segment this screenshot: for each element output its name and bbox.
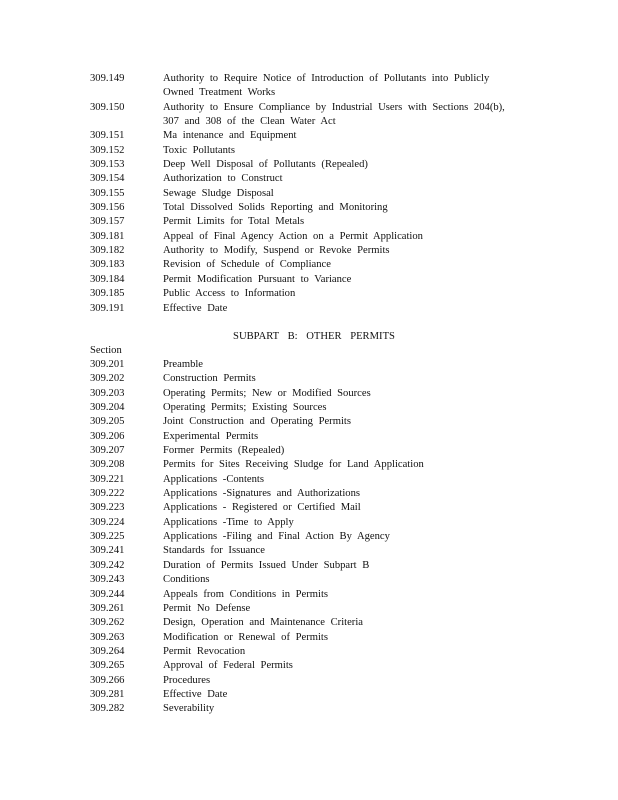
section-row bbox=[90, 516, 560, 530]
section-number: 309.149 bbox=[90, 73, 125, 84]
section-title: Applications -Filing and Final Action By Agency bbox=[163, 531, 390, 543]
section-number: 309.262 bbox=[90, 617, 125, 629]
section-title: Design, Operation and Maintenance Criteria bbox=[163, 617, 363, 629]
section-title: Permit Limits for Total Metals bbox=[163, 216, 305, 228]
section-number: 309.244 bbox=[90, 588, 125, 600]
section-title: Permit No Defense bbox=[163, 602, 251, 614]
section-row bbox=[90, 588, 560, 602]
section-number: 309.184 bbox=[90, 273, 125, 285]
section-number: 309.154 bbox=[90, 173, 125, 185]
section-number: 309.203 bbox=[90, 387, 125, 399]
section-title: Revision of Schedule of Compliance bbox=[163, 259, 331, 271]
section-row bbox=[90, 415, 560, 429]
section-number: 309.241 bbox=[90, 545, 125, 557]
section-title: Authority to Ensure Compliance by Industrial Users with Sections 204(b), 307 and 308 of the Clean Water Act bbox=[163, 101, 505, 128]
section-row bbox=[90, 458, 560, 472]
section-title: Procedures bbox=[163, 674, 211, 686]
section-title: Joint Construction and Operating Permits bbox=[163, 416, 351, 428]
section-title: Standards for Issuance bbox=[163, 545, 265, 557]
section-title: Appeal of Final Agency Action on a Permit Application bbox=[163, 230, 423, 242]
section-row bbox=[90, 616, 560, 630]
section-row bbox=[90, 144, 560, 158]
section-number: 309.224 bbox=[90, 516, 125, 528]
section-title: Effective Date bbox=[163, 688, 228, 700]
section-number: 309.156 bbox=[90, 202, 125, 214]
section-title: Authorization to Construct bbox=[163, 173, 283, 185]
section-row bbox=[90, 645, 560, 659]
section-number: 309.263 bbox=[90, 631, 125, 643]
section-title: Total Dissolved Solids Reporting and Monitoring bbox=[163, 202, 388, 214]
section-row bbox=[90, 372, 560, 386]
section-row bbox=[90, 302, 560, 316]
section-title: Applications -Contents bbox=[163, 473, 264, 485]
section-row bbox=[90, 559, 560, 573]
section-row bbox=[90, 201, 560, 215]
section-title: Construction Permits bbox=[163, 373, 256, 385]
section-number: 309.243 bbox=[90, 574, 125, 586]
section-number: 309.222 bbox=[90, 488, 125, 500]
section-title: Conditions bbox=[163, 574, 210, 586]
section-title: Permits for Sites Receiving Sludge for Land Application bbox=[163, 459, 424, 471]
section-row bbox=[90, 430, 560, 444]
section-row bbox=[90, 688, 560, 702]
section-number: 309.261 bbox=[90, 602, 125, 614]
subpart-a-section-list bbox=[90, 72, 560, 316]
section-number: 309.182 bbox=[90, 245, 125, 257]
section-row bbox=[90, 129, 560, 143]
section-title: Sewage Sludge Disposal bbox=[163, 187, 274, 199]
section-number: 309.202 bbox=[90, 373, 125, 385]
section-title: Toxic Pollutants bbox=[163, 144, 235, 156]
section-number: 309.282 bbox=[90, 703, 125, 715]
section-row bbox=[90, 72, 560, 101]
section-row bbox=[90, 702, 560, 716]
section-number: 309.265 bbox=[90, 660, 125, 672]
section-number: 309.281 bbox=[90, 688, 125, 700]
section-title: Permit Revocation bbox=[163, 645, 246, 657]
section-row bbox=[90, 287, 560, 301]
section-row bbox=[90, 358, 560, 372]
section-row bbox=[90, 487, 560, 501]
section-title: Ma intenance and Equipment bbox=[163, 130, 297, 142]
section-title: Severability bbox=[163, 703, 215, 715]
section-number: 309.223 bbox=[90, 502, 125, 514]
section-row bbox=[90, 631, 560, 645]
section-title: Experimental Permits bbox=[163, 430, 259, 442]
section-number: 309.206 bbox=[90, 430, 125, 442]
section-number: 309.208 bbox=[90, 459, 125, 471]
section-title: Operating Permits; New or Modified Sources bbox=[163, 387, 371, 399]
section-number: 309.151 bbox=[90, 130, 125, 142]
section-title: Authority to Modify, Suspend or Revoke Permits bbox=[163, 245, 390, 257]
section-title: Deep Well Disposal of Pollutants (Repealed) bbox=[163, 159, 368, 171]
section-number: 309.205 bbox=[90, 416, 125, 428]
section-title: Effective Date bbox=[163, 302, 228, 314]
section-row bbox=[90, 273, 560, 287]
section-number: 309.181 bbox=[90, 230, 125, 242]
section-row bbox=[90, 258, 560, 272]
section-number: 309.221 bbox=[90, 473, 125, 485]
section-row bbox=[90, 172, 560, 186]
section-title: Appeals from Conditions in Permits bbox=[163, 588, 329, 600]
section-number: 309.201 bbox=[90, 359, 125, 370]
section-title: Permit Modification Pursuant to Variance bbox=[163, 273, 352, 285]
section-row bbox=[90, 501, 560, 515]
section-title: Duration of Permits Issued Under Subpart B bbox=[163, 559, 370, 571]
section-number: 309.183 bbox=[90, 259, 125, 271]
section-number: 309.155 bbox=[90, 187, 125, 199]
section-row bbox=[90, 244, 560, 258]
section-row bbox=[90, 444, 560, 458]
section-row bbox=[90, 401, 560, 415]
section-number: 309.191 bbox=[90, 302, 125, 314]
subpart-b-heading: SUBPART B: OTHER PERMITS bbox=[233, 331, 395, 342]
section-number: 309.207 bbox=[90, 445, 125, 457]
section-title: Modification or Renewal of Permits bbox=[163, 631, 328, 643]
section-row bbox=[90, 158, 560, 172]
section-number: 309.157 bbox=[90, 216, 125, 228]
section-title: Authority to Require Notice of Introduction of Pollutants into Publicly Owned Treatment Works bbox=[163, 73, 490, 99]
section-row bbox=[90, 230, 560, 244]
section-row bbox=[90, 187, 560, 201]
section-row bbox=[90, 602, 560, 616]
section-title: Applications - Registered or Certified Mail bbox=[163, 502, 361, 514]
section-title: Operating Permits; Existing Sources bbox=[163, 402, 327, 414]
section-number: 309.204 bbox=[90, 402, 125, 414]
section-row bbox=[90, 530, 560, 544]
section-number: 309.266 bbox=[90, 674, 125, 686]
section-row bbox=[90, 473, 560, 487]
section-number: 309.153 bbox=[90, 159, 125, 171]
section-number: 309.242 bbox=[90, 559, 125, 571]
section-row bbox=[90, 215, 560, 229]
section-row bbox=[90, 659, 560, 673]
section-number: 309.150 bbox=[90, 101, 125, 113]
subpart-b-section-list bbox=[90, 358, 560, 717]
section-title: Approval of Federal Permits bbox=[163, 660, 293, 672]
section-row bbox=[90, 544, 560, 558]
section-number: 309.152 bbox=[90, 144, 125, 156]
section-title: Preamble bbox=[163, 359, 204, 370]
section-number: 309.264 bbox=[90, 645, 125, 657]
section-title: Public Access to Information bbox=[163, 288, 296, 300]
section-title: Former Permits (Repealed) bbox=[163, 445, 285, 457]
section-number: 309.185 bbox=[90, 288, 125, 300]
section-row bbox=[90, 387, 560, 401]
section-row bbox=[90, 573, 560, 587]
section-row bbox=[90, 674, 560, 688]
section-number: 309.225 bbox=[90, 531, 125, 543]
section-title: Applications -Time to Apply bbox=[163, 516, 294, 528]
section-column-label: Section bbox=[90, 345, 122, 356]
section-title: Applications -Signatures and Authorizations bbox=[163, 488, 361, 500]
section-row bbox=[90, 101, 560, 130]
